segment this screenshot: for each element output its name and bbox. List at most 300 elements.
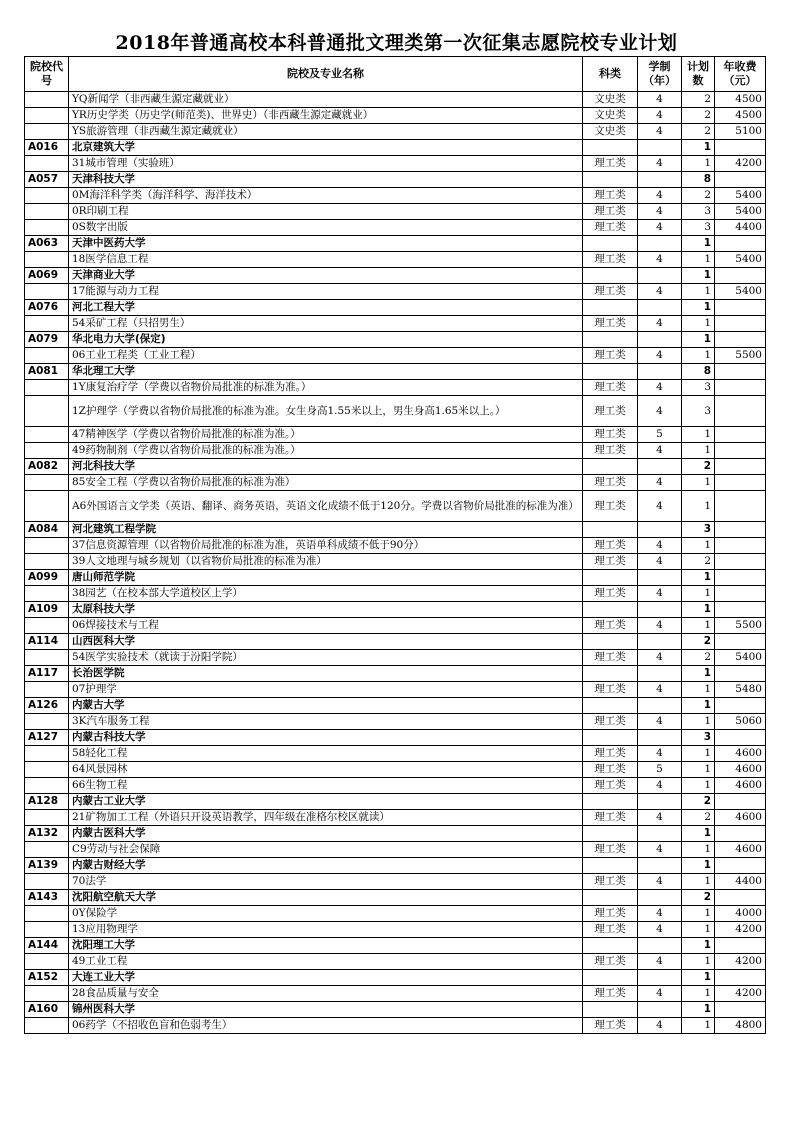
years: 4 [638, 682, 682, 698]
category [583, 236, 638, 252]
annual-fee: 4600 [715, 746, 766, 762]
annual-fee: 5400 [715, 204, 766, 220]
major-name: 0R印刷工程 [69, 204, 583, 220]
years: 4 [638, 475, 682, 491]
major-row [25, 810, 766, 826]
major-row [25, 348, 766, 364]
plan-table [24, 56, 766, 1034]
major-name: 47精神医学（学费以省物价局批准的标准为准。） [69, 427, 583, 443]
school-name: 河北科技大学 [69, 459, 583, 475]
years [638, 602, 682, 618]
category: 理工类 [583, 554, 638, 570]
major-name: YR历史学类（历史学(师范类)、世界史）（非西藏生源定藏就业） [69, 108, 583, 124]
school-row [25, 570, 766, 586]
school-code [25, 252, 69, 268]
major-row [25, 922, 766, 938]
major-name: 06工业工程类（工业工程） [69, 348, 583, 364]
plan-count: 1 [682, 826, 715, 842]
years: 4 [638, 538, 682, 554]
school-code: A127 [25, 730, 69, 746]
annual-fee: 5480 [715, 682, 766, 698]
school-code: A160 [25, 1002, 69, 1018]
plan-count: 1 [682, 922, 715, 938]
major-name: C9劳动与社会保障 [69, 842, 583, 858]
years [638, 634, 682, 650]
plan-count: 3 [682, 522, 715, 538]
school-code [25, 986, 69, 1002]
years [638, 1002, 682, 1018]
school-code [25, 380, 69, 396]
category: 理工类 [583, 746, 638, 762]
category [583, 172, 638, 188]
category [583, 794, 638, 810]
school-code [25, 810, 69, 826]
school-code [25, 284, 69, 300]
major-name: 06焊接技术与工程 [69, 618, 583, 634]
annual-fee: 5100 [715, 124, 766, 140]
years: 4 [638, 746, 682, 762]
years [638, 522, 682, 538]
school-name: 河北建筑工程学院 [69, 522, 583, 538]
plan-count: 3 [682, 220, 715, 236]
years [638, 970, 682, 986]
years: 4 [638, 618, 682, 634]
major-row [25, 204, 766, 220]
school-name: 内蒙古科技大学 [69, 730, 583, 746]
years: 5 [638, 427, 682, 443]
major-name: 85安全工程（学费以省物价局批准的标准为准） [69, 475, 583, 491]
school-row [25, 1002, 766, 1018]
school-code: A139 [25, 858, 69, 874]
school-code [25, 586, 69, 602]
major-row [25, 156, 766, 172]
school-code [25, 92, 69, 108]
plan-count: 1 [682, 427, 715, 443]
school-row [25, 522, 766, 538]
years [638, 332, 682, 348]
annual-fee [715, 459, 766, 475]
major-row [25, 92, 766, 108]
school-code: A144 [25, 938, 69, 954]
school-code [25, 762, 69, 778]
school-row [25, 970, 766, 986]
page-title: 2018年普通高校本科普通批文理类第一次征集志愿院校专业计划 [115, 32, 678, 54]
years [638, 459, 682, 475]
header-fee: 年收费（元） [715, 57, 766, 92]
school-code [25, 108, 69, 124]
school-code [25, 156, 69, 172]
years [638, 236, 682, 252]
plan-count: 1 [682, 236, 715, 252]
category: 理工类 [583, 443, 638, 459]
header-years: 学制（年） [638, 57, 682, 92]
school-code [25, 443, 69, 459]
years: 4 [638, 92, 682, 108]
category [583, 300, 638, 316]
category [583, 890, 638, 906]
annual-fee [715, 443, 766, 459]
category: 理工类 [583, 538, 638, 554]
category: 理工类 [583, 650, 638, 666]
annual-fee: 4600 [715, 778, 766, 794]
category: 理工类 [583, 986, 638, 1002]
annual-fee [715, 538, 766, 554]
plan-count: 2 [682, 634, 715, 650]
school-code: A016 [25, 140, 69, 156]
major-row [25, 380, 766, 396]
school-code: A128 [25, 794, 69, 810]
header-code: 院校代号 [25, 57, 69, 92]
category: 文史类 [583, 92, 638, 108]
school-code: A143 [25, 890, 69, 906]
plan-count: 1 [682, 316, 715, 332]
school-row [25, 666, 766, 682]
table-header-row [25, 57, 766, 92]
category [583, 140, 638, 156]
major-row [25, 842, 766, 858]
major-name: 18医学信息工程 [69, 252, 583, 268]
school-code [25, 316, 69, 332]
category: 理工类 [583, 491, 638, 522]
major-name: 70法学 [69, 874, 583, 890]
plan-count: 2 [682, 92, 715, 108]
plan-count: 3 [682, 204, 715, 220]
plan-count: 1 [682, 954, 715, 970]
major-row [25, 618, 766, 634]
plan-count: 1 [682, 986, 715, 1002]
years [638, 140, 682, 156]
years [638, 890, 682, 906]
major-name: 38园艺（在校本部大学道校区上学） [69, 586, 583, 602]
category: 文史类 [583, 108, 638, 124]
plan-count: 1 [682, 618, 715, 634]
plan-count: 1 [682, 268, 715, 284]
annual-fee [715, 522, 766, 538]
category: 理工类 [583, 220, 638, 236]
school-code: A069 [25, 268, 69, 284]
school-code [25, 906, 69, 922]
category: 理工类 [583, 156, 638, 172]
school-code [25, 954, 69, 970]
major-name: 66生物工程 [69, 778, 583, 794]
major-row [25, 906, 766, 922]
plan-count: 1 [682, 348, 715, 364]
category: 理工类 [583, 396, 638, 427]
category: 理工类 [583, 252, 638, 268]
school-name: 内蒙古工业大学 [69, 794, 583, 810]
years: 4 [638, 188, 682, 204]
school-code [25, 554, 69, 570]
major-row [25, 874, 766, 890]
years: 4 [638, 443, 682, 459]
major-row [25, 188, 766, 204]
annual-fee [715, 554, 766, 570]
years: 4 [638, 954, 682, 970]
annual-fee [715, 332, 766, 348]
category [583, 602, 638, 618]
years [638, 570, 682, 586]
annual-fee: 4400 [715, 874, 766, 890]
annual-fee: 4200 [715, 954, 766, 970]
years [638, 826, 682, 842]
annual-fee [715, 491, 766, 522]
years: 4 [638, 124, 682, 140]
category: 文史类 [583, 124, 638, 140]
school-name: 锦州医科大学 [69, 1002, 583, 1018]
category: 理工类 [583, 714, 638, 730]
school-name: 长治医学院 [69, 666, 583, 682]
years: 4 [638, 284, 682, 300]
annual-fee [715, 570, 766, 586]
plan-count: 2 [682, 108, 715, 124]
major-row [25, 284, 766, 300]
plan-count: 1 [682, 300, 715, 316]
category: 理工类 [583, 842, 638, 858]
years: 4 [638, 586, 682, 602]
annual-fee [715, 938, 766, 954]
category [583, 634, 638, 650]
category [583, 364, 638, 380]
plan-count: 1 [682, 443, 715, 459]
school-row [25, 459, 766, 475]
annual-fee [715, 794, 766, 810]
plan-count: 1 [682, 858, 715, 874]
annual-fee [715, 666, 766, 682]
school-code: A132 [25, 826, 69, 842]
school-row [25, 236, 766, 252]
school-code: A114 [25, 634, 69, 650]
plan-count: 1 [682, 970, 715, 986]
years: 4 [638, 252, 682, 268]
major-name: 39人文地理与城乡规划（以省物价局批准的标准为准） [69, 554, 583, 570]
school-row [25, 730, 766, 746]
plan-count: 2 [682, 890, 715, 906]
school-code [25, 491, 69, 522]
years [638, 300, 682, 316]
school-code [25, 204, 69, 220]
plan-count: 1 [682, 156, 715, 172]
annual-fee: 5060 [715, 714, 766, 730]
category [583, 970, 638, 986]
header-plan: 计划数 [682, 57, 715, 92]
annual-fee [715, 634, 766, 650]
category: 理工类 [583, 682, 638, 698]
plan-count: 1 [682, 682, 715, 698]
major-row [25, 714, 766, 730]
years: 4 [638, 714, 682, 730]
school-name: 天津科技大学 [69, 172, 583, 188]
years: 4 [638, 650, 682, 666]
annual-fee: 4600 [715, 842, 766, 858]
category: 理工类 [583, 778, 638, 794]
major-row [25, 316, 766, 332]
plan-count: 1 [682, 906, 715, 922]
school-name: 华北电力大学(保定) [69, 332, 583, 348]
years [638, 268, 682, 284]
plan-count: 1 [682, 475, 715, 491]
school-code: A152 [25, 970, 69, 986]
major-row [25, 491, 766, 522]
years: 4 [638, 316, 682, 332]
annual-fee: 4200 [715, 986, 766, 1002]
category [583, 938, 638, 954]
major-row [25, 427, 766, 443]
plan-count: 1 [682, 842, 715, 858]
school-code [25, 682, 69, 698]
major-row [25, 586, 766, 602]
annual-fee [715, 826, 766, 842]
school-row [25, 300, 766, 316]
category: 理工类 [583, 204, 638, 220]
major-name: 54医学实验技术（就读于汾阳学院） [69, 650, 583, 666]
major-name: 3K汽车服务工程 [69, 714, 583, 730]
category [583, 522, 638, 538]
plan-count: 1 [682, 746, 715, 762]
category [583, 730, 638, 746]
category: 理工类 [583, 922, 638, 938]
category [583, 666, 638, 682]
major-name: 21矿物加工工程（外语只开设英语教学，四年级在准格尔校区就读） [69, 810, 583, 826]
plan-count: 1 [682, 698, 715, 714]
years: 4 [638, 220, 682, 236]
category [583, 268, 638, 284]
annual-fee [715, 890, 766, 906]
school-code [25, 348, 69, 364]
school-code [25, 874, 69, 890]
annual-fee [715, 602, 766, 618]
annual-fee: 5400 [715, 650, 766, 666]
major-row [25, 475, 766, 491]
category: 理工类 [583, 954, 638, 970]
major-name: 06药学（不招收色盲和色弱考生） [69, 1018, 583, 1034]
annual-fee [715, 475, 766, 491]
plan-count: 1 [682, 938, 715, 954]
years: 4 [638, 986, 682, 1002]
plan-count: 1 [682, 778, 715, 794]
school-row [25, 634, 766, 650]
major-row [25, 443, 766, 459]
school-name: 北京建筑大学 [69, 140, 583, 156]
plan-count: 2 [682, 188, 715, 204]
annual-fee: 5500 [715, 348, 766, 364]
annual-fee: 4200 [715, 156, 766, 172]
annual-fee [715, 970, 766, 986]
years: 4 [638, 874, 682, 890]
school-code [25, 842, 69, 858]
category: 理工类 [583, 380, 638, 396]
years [638, 698, 682, 714]
major-row [25, 252, 766, 268]
school-name: 太原科技大学 [69, 602, 583, 618]
major-name: 49药物制剂（学费以省物价局批准的标准为准。） [69, 443, 583, 459]
years: 4 [638, 348, 682, 364]
plan-count: 2 [682, 459, 715, 475]
major-row [25, 778, 766, 794]
years: 4 [638, 396, 682, 427]
category: 理工类 [583, 874, 638, 890]
major-name: 37信息资源管理（以省物价局批准的标准为准，英语单科成绩不低于90分） [69, 538, 583, 554]
years [638, 172, 682, 188]
plan-count: 1 [682, 284, 715, 300]
annual-fee: 5400 [715, 284, 766, 300]
plan-count: 1 [682, 570, 715, 586]
category [583, 1002, 638, 1018]
school-code: A063 [25, 236, 69, 252]
school-code: A057 [25, 172, 69, 188]
major-name: 54采矿工程（只招男生） [69, 316, 583, 332]
annual-fee: 4600 [715, 762, 766, 778]
school-row [25, 890, 766, 906]
major-name: 31城市管理（实验班） [69, 156, 583, 172]
major-name: 1Z护理学（学费以省物价局批准的标准为准。女生身高1.55米以上，男生身高1.65米以上。） [69, 396, 583, 427]
category: 理工类 [583, 316, 638, 332]
school-name: 唐山师范学院 [69, 570, 583, 586]
plan-count: 1 [682, 874, 715, 890]
school-code: A099 [25, 570, 69, 586]
school-row [25, 332, 766, 348]
school-row [25, 794, 766, 810]
school-row [25, 140, 766, 156]
annual-fee: 5400 [715, 188, 766, 204]
annual-fee [715, 730, 766, 746]
school-code [25, 220, 69, 236]
category: 理工类 [583, 762, 638, 778]
years: 4 [638, 810, 682, 826]
major-row [25, 986, 766, 1002]
years: 4 [638, 842, 682, 858]
annual-fee [715, 140, 766, 156]
annual-fee [715, 380, 766, 396]
annual-fee [715, 172, 766, 188]
category: 理工类 [583, 1018, 638, 1034]
major-row [25, 650, 766, 666]
annual-fee [715, 236, 766, 252]
major-row [25, 220, 766, 236]
school-code [25, 427, 69, 443]
school-name: 山西医科大学 [69, 634, 583, 650]
school-code [25, 538, 69, 554]
category: 理工类 [583, 906, 638, 922]
plan-count: 1 [682, 538, 715, 554]
major-row [25, 762, 766, 778]
annual-fee: 4600 [715, 810, 766, 826]
school-name: 天津商业大学 [69, 268, 583, 284]
years: 4 [638, 1018, 682, 1034]
years [638, 364, 682, 380]
school-code: A081 [25, 364, 69, 380]
annual-fee [715, 427, 766, 443]
plan-count: 3 [682, 396, 715, 427]
years: 4 [638, 108, 682, 124]
plan-count: 1 [682, 714, 715, 730]
school-code [25, 396, 69, 427]
category: 理工类 [583, 810, 638, 826]
annual-fee [715, 396, 766, 427]
plan-count: 1 [682, 586, 715, 602]
years: 4 [638, 554, 682, 570]
major-name: A6外国语言文学类（英语、翻译、商务英语，英语文化成绩不低于120分。学费以省物价局批准的标准为准） [69, 491, 583, 522]
category [583, 459, 638, 475]
plan-count: 1 [682, 1002, 715, 1018]
plan-count: 2 [682, 650, 715, 666]
major-row [25, 554, 766, 570]
years: 4 [638, 491, 682, 522]
school-row [25, 938, 766, 954]
years: 4 [638, 922, 682, 938]
category: 理工类 [583, 427, 638, 443]
major-name: 0S数字出版 [69, 220, 583, 236]
school-row [25, 364, 766, 380]
